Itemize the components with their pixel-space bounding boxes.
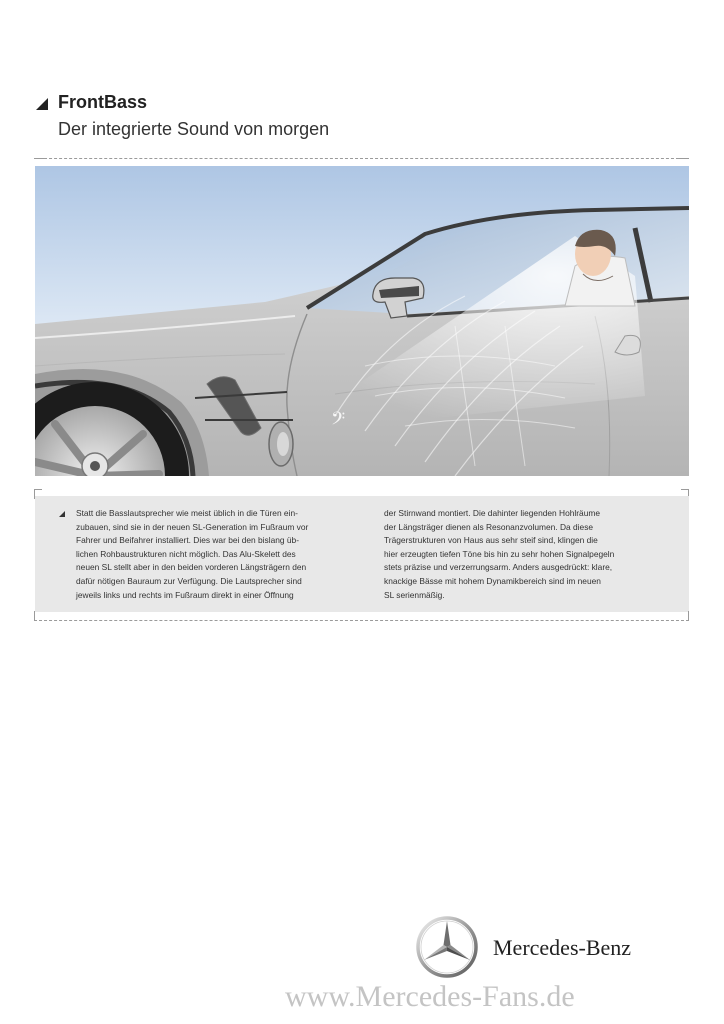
bottom-divider bbox=[34, 620, 689, 621]
text-column-left: Statt die Basslautsprecher wie meist üblich in die Türen ein- zubauen, sind sie in der neuen SL-Generation im Fußraum vor Fahrer und Beifahrer installiert. Dies war bei den bislang üb- lichen Rohbaustrukturen nicht möglich. Das Alu-Skelett des neuen SL stellt aber in den beiden vorderen Längsträgern den dafür nötigen Bauraum zur Verfügung. Die Lautsprecher sind jeweils links und rechts im Fußraum direkt in einer Öffnung bbox=[76, 508, 309, 600]
corner-mark bbox=[688, 611, 689, 621]
page-title: FrontBass bbox=[58, 92, 148, 112]
corner-mark bbox=[34, 158, 44, 159]
brand-name: Mercedes-Benz bbox=[493, 935, 632, 960]
triangle-icon bbox=[36, 98, 48, 110]
description-box bbox=[35, 496, 689, 612]
three-pointed-star-logo bbox=[416, 916, 478, 978]
corner-mark bbox=[679, 158, 689, 159]
text-column-right: der Stirnwand montiert. Die dahinter liegenden Hohlräume der Längsträger dienen als Resonanzvolumen. Da diese Trägerstrukturen von Haus aus sehr steif sind, klingen die hier erzeugten tiefen Töne bis hin zu sehr hohen Signalpegeln stets präzise und verzerrungsarm. Anders ausgedrückt: klare, knackige Bässe mit hohem Dynamikbereich sind im neuen SL serienmäßig. bbox=[384, 508, 615, 600]
triangle-icon bbox=[59, 511, 65, 517]
car-illustration bbox=[35, 166, 689, 476]
page-subtitle: Der integrierte Sound von morgen bbox=[58, 119, 330, 139]
watermark: www.Mercedes-Fans.de bbox=[285, 980, 575, 1013]
top-divider bbox=[34, 158, 689, 159]
corner-mark bbox=[34, 489, 42, 490]
bass-clef-icon: 𝄢 bbox=[331, 409, 346, 434]
corner-mark bbox=[681, 489, 689, 490]
corner-mark bbox=[34, 611, 35, 621]
